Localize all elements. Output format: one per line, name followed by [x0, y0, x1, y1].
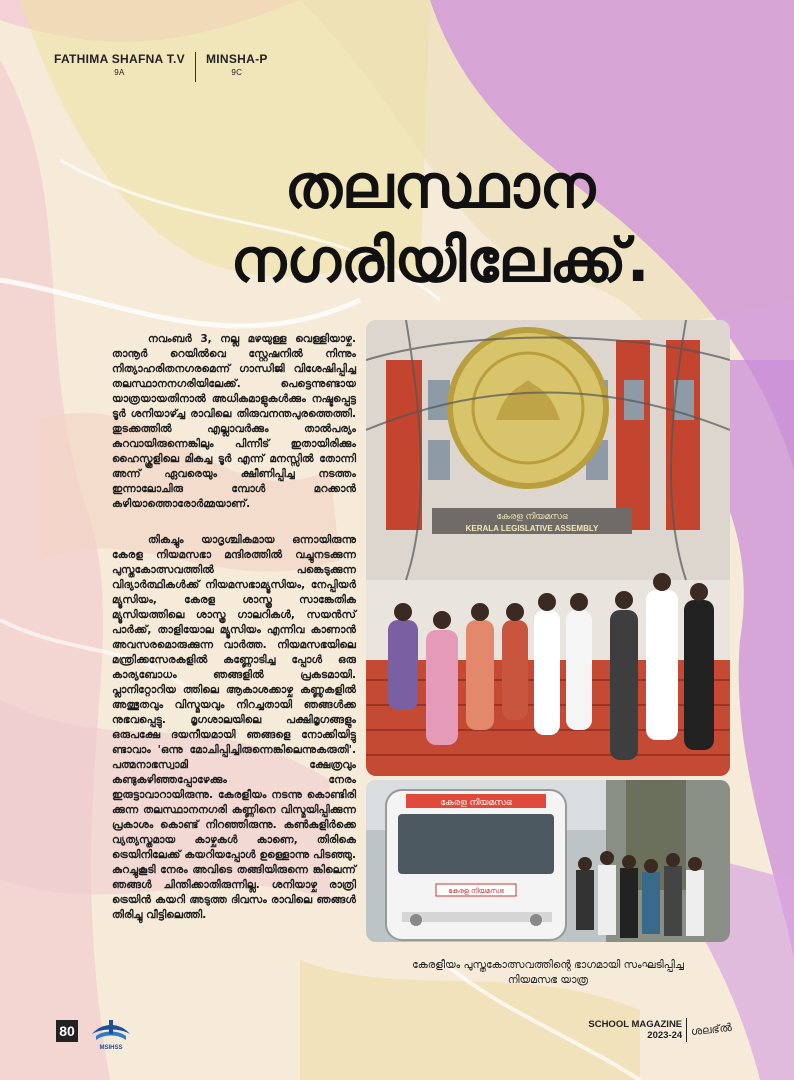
title-line-2: നഗരിയിലേക്ക്. — [230, 226, 650, 296]
photo-caption — [366, 958, 730, 988]
page-number: 80 — [56, 1020, 78, 1042]
magazine-footer — [588, 1018, 732, 1042]
assembly-group-photo — [366, 320, 730, 776]
assembly-board-text: കേരള നിയമസഭ — [496, 512, 568, 522]
caption-line-1: കേരളീയം പുസ്തകോത്സവത്തിന്റെ ഭാഗമായി സംഘടിപ്പിച്ച — [412, 959, 684, 971]
assembly-sign-text: KERALA LEGISLATIVE ASSEMBLY — [465, 524, 599, 533]
byline — [54, 52, 268, 82]
bus-plate-text: കേരള നിയമസഭ — [448, 887, 504, 895]
caption-line-2: നിയമസഭ യാത്ര — [507, 974, 589, 986]
author-name: MINSHA-P — [205, 52, 268, 66]
author-class: 9A — [114, 68, 125, 77]
bus-photo — [366, 780, 730, 942]
magazine-label — [588, 1019, 682, 1041]
byline-divider — [195, 52, 196, 82]
school-logo-icon — [88, 1016, 134, 1052]
title-line-1: തലസ്ഥാന — [284, 152, 596, 222]
magazine-title: SCHOOL MAGAZINE — [588, 1019, 683, 1030]
author-class: 9C — [231, 68, 243, 77]
magazine-signature: ശലഭ്ൽ — [690, 1020, 733, 1039]
article-paragraph-1: നവംബർ 3, നല്ല മഴയുള്ള വെള്ളിയാഴ്ച. താനൂർ റെയിൽവെ സ്റ്റേഷനിൽ നിന്നും നിത്യാഹരിതനഗരമെന്ന് ഗാന്ധിജി വിശേഷിപ്പിച്ച തലസ്ഥാനനഗരിയിലേക്ക്. പെട്ടെന്നുണ്ടായ യാത്രയായതിനാൽ അധികമാളുകൾക്കും നഷ്ടപ്പെട്ട ടൂർ ശനിയാഴ്ച്ച രാവിലെ തിരുവനന്തപുരത്തെത്തി. തുടക്കത്തിൽ എല്ലാവർക്കും താൽപര്യം കുറവായിരുന്നെങ്കിലും പിന്നീട് ഇതായിരിക്കും ഹൈസ്കൂളിലെ മികച്ച ടൂർ എന്ന് മനസ്സിൽ തോന്നി അന്ന് ഏവരെയും ക്ഷീണിപ്പിച്ച നടത്തം ഇന്നാലോചിരു മ്പോൾ മറക്കാൻ കഴിയാത്തൊരോർമ്മയാണ്. — [112, 333, 356, 510]
author-name: FATHIMA SHAFNA T.V — [54, 52, 185, 66]
bus-sign-text: കേരള നിയമസഭ — [440, 798, 512, 808]
article-paragraph-2: തികച്ചും യാദൃശ്ചികമായ ഒന്നായിരുന്നു കേരള നിയമസഭാ മന്ദിരത്തിൽ വച്ചുനടക്കുന്ന പുസ്തകോത്സവത്തിൽ പങ്കെടുക്കുന്ന വിദ്യാർത്ഥികൾക്ക് നിയമസഭാമ്യൂസിയം, നേപ്പിയർ മ്യൂസിയം, കേരള ശാസ്ത്ര സാങ്കേതിക മ്യൂസിയത്തിലെ ശാസ്ത്ര ഗാലറികൾ, സയൻസ് പാർക്ക്, താളിയോല മ്യൂസിയം എന്നിവ കാണാൻ അവസരമൊരുക്കുന്ന വാർത്ത. നിയമസഭയിലെ മന്ത്രിക്കസേരകളിൽ കണ്ണോടിച്ച പ്പോൾ ഒരു കാര്യബോധം ഞങ്ങളിൽ പ്രകടമായി. പ്ലാനിറ്റോറിയ ത്തിലെ ആകാശക്കാഴ്ച കണ്ണുകളിൽ അത്ഭുതവും വിസ്മയവും നിറച്ചതായി ഞങ്ങൾക്ക നുഭവപ്പെട്ടു. മൃഗശാലയിലെ പക്ഷിമൃഗങ്ങളും ഒരുപക്ഷേ ദയനീയമായി ഞങ്ങളെ നോക്കിയിട്ടു ണ്ടാവാം 'ഒന്നു മോചിപ്പിച്ചിരുന്നെങ്കിലെന്നുകരുതി'. പത്മനാഭസ്വാമി ക്ഷേത്രവും കണ്ടുകഴിഞ്ഞപ്പോഴേക്കും നേരം ഇരുട്ടാവാറായിരുന്നു. കേരളീയം നടന്നു കൊണ്ടിരി ക്കുന്ന തലസ്ഥാനനഗരി കണ്ണിനെ വിസ്മയിപ്പിക്കുന്ന പ്രകാശം കൊണ്ട് നിറഞ്ഞിരുന്നു. കൺകുളിർക്കെ വ്യത്യസ്തമായ കാഴ്ചകൾ കാണെ, തിരികെ ട്രെയിനിലേക്ക് കയറിയപ്പോൾ ഉള്ളൊന്നു പിടഞ്ഞു. കുറച്ചുകൂടി നേരം അവിടെ തങ്ങിയിരുന്നെ ങ്കിലെന്ന് ഞങ്ങൾ ചിന്തിക്കാതിരുന്നില്ല. ശനിയാഴ്ച രാത്രി ട്രെയിൻ കയറി അടുത്ത ദിവസം രാവിലെ ഞങ്ങൾ തിരിച്ചു വീട്ടിലെത്തി. — [112, 534, 356, 921]
author-2 — [206, 52, 268, 77]
article-body — [112, 332, 356, 944]
footer-divider — [686, 1018, 687, 1042]
author-1 — [54, 52, 185, 77]
article-title — [150, 150, 730, 298]
magazine-year: 2023-24 — [647, 1030, 683, 1041]
school-logo-text: MSIHSS — [99, 1045, 123, 1051]
